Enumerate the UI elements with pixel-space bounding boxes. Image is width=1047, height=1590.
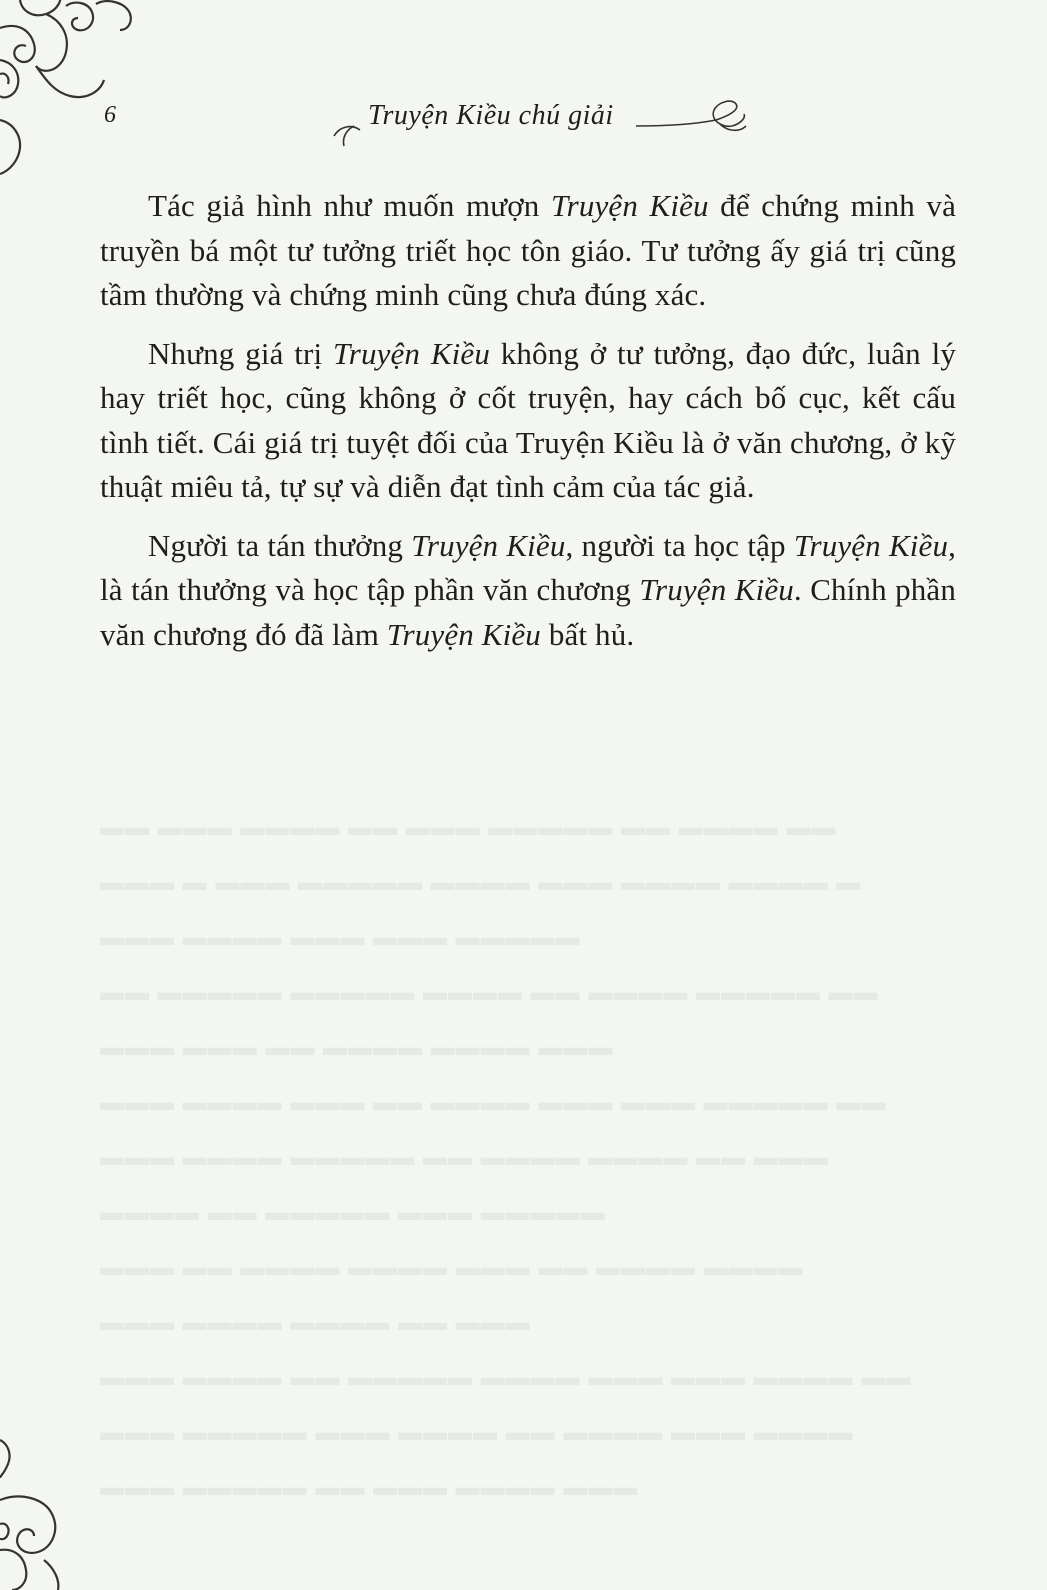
italic-title-text: Truyện Kiều xyxy=(793,527,949,563)
paragraph-text: Người ta tán thưởng xyxy=(148,527,412,563)
paragraph-text: bất hủ. xyxy=(540,616,635,652)
paragraph-text: không ở tư tưởng, đạo đức, luân lý hay triết học, cũng không ở cốt truyện, hay cách bố cục, kết cấu tình tiết. Cái giá trị tuyệt đối của Truyện Kiều là ở văn chương, ở kỹ thuật miêu tả, tự sự và diễn đạt tình cảm của tác giả. xyxy=(100,335,957,504)
paragraph-text: để chứng minh và truyền bá một tư tưởng triết học tôn giáo. Tư tưởng ấy giá trị cũng tầm thường và chứng minh cũng chưa đúng xác. xyxy=(100,188,956,312)
paragraph xyxy=(100,332,956,510)
corner-ornament-bottom-left xyxy=(0,1420,80,1590)
italic-title-text: Truyện Kiều xyxy=(333,335,490,371)
page-number: 6 xyxy=(104,102,116,128)
paragraph-text: . Chính phần văn chương đó đã làm xyxy=(100,572,956,652)
header-flourish-right-icon xyxy=(636,98,748,138)
paragraph-text: , là tán thưởng và học tập phần văn chương xyxy=(100,527,957,607)
running-title: Truyện Kiều chú giải xyxy=(368,100,614,131)
paragraph xyxy=(100,524,956,658)
show-through-text: ▬▬ ▬▬▬ ▬▬▬▬ ▬▬ ▬▬▬ ▬▬▬▬▬ ▬▬ ▬▬▬▬ ▬▬ ▬▬▬ ▬ ▬▬▬ ▬▬▬▬▬ ▬▬▬▬ ▬▬▬ ▬▬▬▬ ▬▬▬▬ ▬ ▬▬▬ ▬▬▬▬ ▬▬▬ ▬▬▬ ▬▬▬▬▬ ▬▬ ▬▬▬▬▬ ▬▬▬▬▬ ▬▬▬▬ ▬▬ ▬▬▬▬ ▬▬▬▬▬ ▬▬ ▬▬▬ ▬▬▬ ▬▬ ▬▬▬▬ ▬▬▬▬ ▬▬▬ ▬▬▬ ▬▬▬▬ ▬▬▬ ▬▬ ▬▬▬▬ ▬▬▬ ▬▬▬ ▬▬▬▬▬ ▬▬ ▬▬▬ ▬▬▬▬ ▬▬▬▬▬ ▬▬ ▬▬▬▬ ▬▬▬▬ ▬▬ ▬▬▬ ▬▬▬▬ ▬▬ ▬▬▬▬▬ ▬▬▬ ▬▬▬▬▬ ▬▬▬ ▬▬ ▬▬▬▬ ▬▬▬▬ ▬▬▬ ▬▬ ▬▬▬▬ ▬▬▬▬ ▬▬▬ ▬▬▬▬ ▬▬▬▬ ▬▬ ▬▬▬ ▬▬▬ ▬▬▬▬ ▬▬ ▬▬▬▬▬ ▬▬▬▬ ▬▬▬ ▬▬▬ ▬▬▬▬ ▬▬ ▬▬▬ ▬▬▬▬▬ ▬▬▬ ▬▬▬▬ ▬▬ ▬▬▬▬ ▬▬▬ ▬▬▬▬ ▬▬▬ ▬▬▬▬▬ ▬▬ ▬▬▬ ▬▬▬▬ ▬▬▬ xyxy=(100,814,912,1501)
paragraph xyxy=(100,184,956,318)
header-flourish-left-icon xyxy=(330,106,370,150)
paragraph-text: Tác giả hình như muốn mượn xyxy=(148,188,551,223)
paragraph-text: Nhưng giá trị xyxy=(148,335,334,371)
italic-title-text: Truyện Kiều xyxy=(386,616,541,652)
paragraph-text: , người ta học tập xyxy=(565,527,794,563)
italic-title-text: Truyện Kiều xyxy=(639,572,794,607)
body-text xyxy=(100,184,956,671)
page-header xyxy=(0,96,1047,156)
italic-title-text: Truyện Kiều xyxy=(550,188,709,223)
italic-title-text: Truyện Kiều xyxy=(411,527,566,563)
